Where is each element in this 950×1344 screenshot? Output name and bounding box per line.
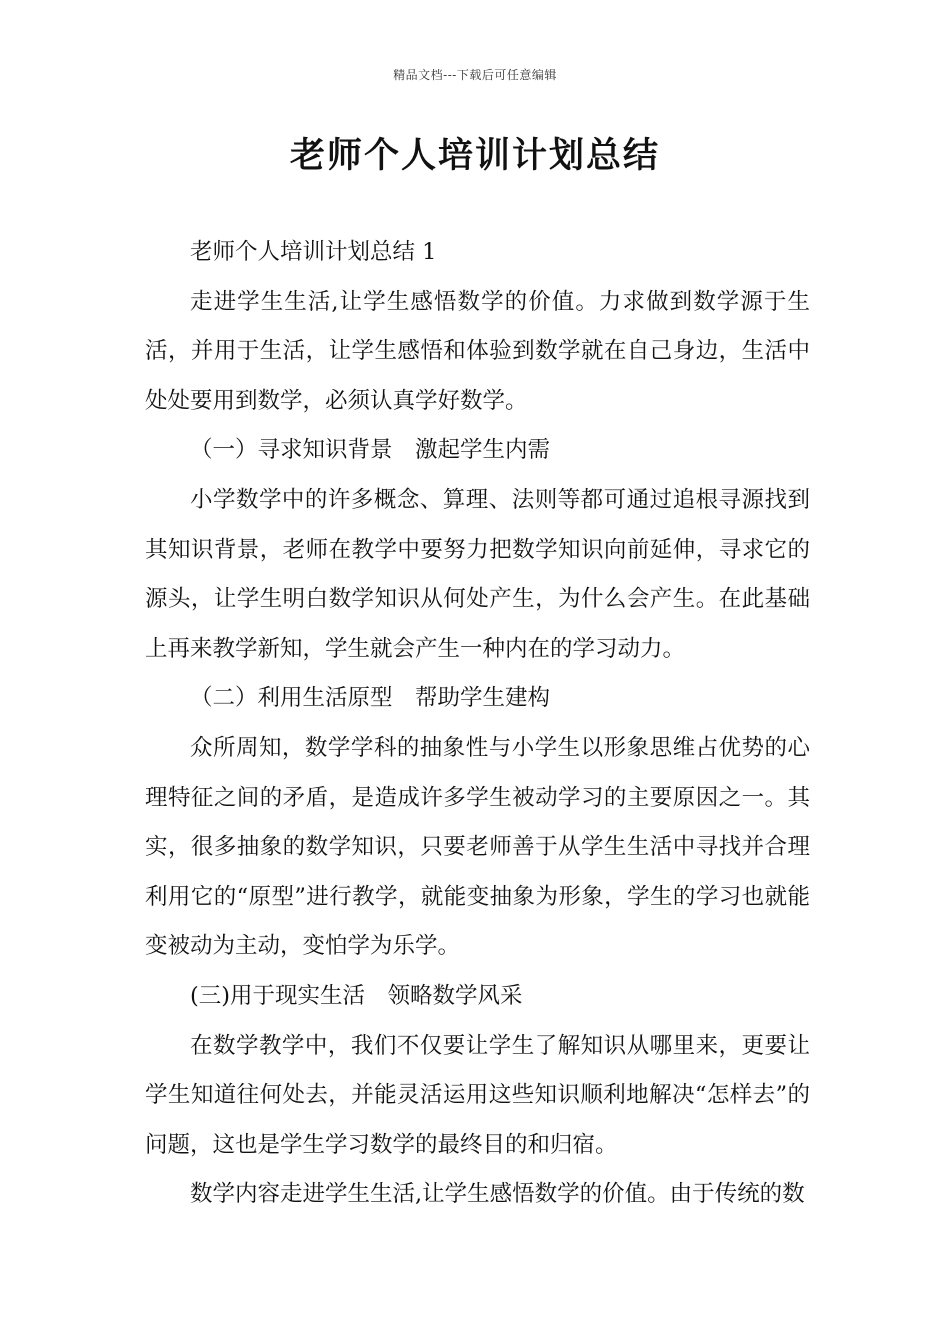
subheading-two: （二）利用生活原型 帮助学生建构 [190,685,551,712]
header-note: 精品文档---下载后可任意编辑 [393,68,557,82]
body-paragraph-three: 在数学教学中，我们不仅要让学生了解知识从哪里来，更要让学生知道往何处去，并能灵活运用这些知识顺利地解决“怎样去”的问题，这也是学生学习数学的最终目的和归宿。 [145,1032,810,1158]
section-heading-1: 老师个人培训计划总结 1 [190,239,437,265]
intro-paragraph: 走进学生生活,让学生感悟数学的价值。力求做到数学源于生活，并用于生活，让学生感悟和体验到数学就在自己身边，生活中处处要用到数学，必须认真学好数学。 [145,288,810,414]
subheading-three: (三)用于现实生活 领略数学风采 [190,982,523,1009]
document-title: 老师个人培训计划总结 [289,135,660,176]
subheading-one: （一）寻求知识背景 激起学生内需 [190,437,551,464]
body-paragraph-one: 小学数学中的许多概念、算理、法则等都可通过追根寻源找到其知识背景，老师在教学中要努力把数学知识向前延伸，寻求它的源头，让学生明白数学知识从何处产生，为什么会产生。在此基础上再来教学新知，学生就会产生一种内在的学习动力。 [145,486,810,662]
body-paragraph-four: 数学内容走进学生生活,让学生感悟数学的价值。由于传统的数 [190,1181,805,1208]
document-body [145,228,810,1220]
body-paragraph-two: 众所周知，数学学科的抽象性与小学生以形象思维占优势的心理特征之间的矛盾，是造成许多学生被动学习的主要原因之一。其实，很多抽象的数学知识，只要老师善于从学生生活中寻找并合理利用它的“原型”进行教学，就能变抽象为形象，学生的学习也就能变被动为主动，变怕学为乐学。 [145,734,810,960]
